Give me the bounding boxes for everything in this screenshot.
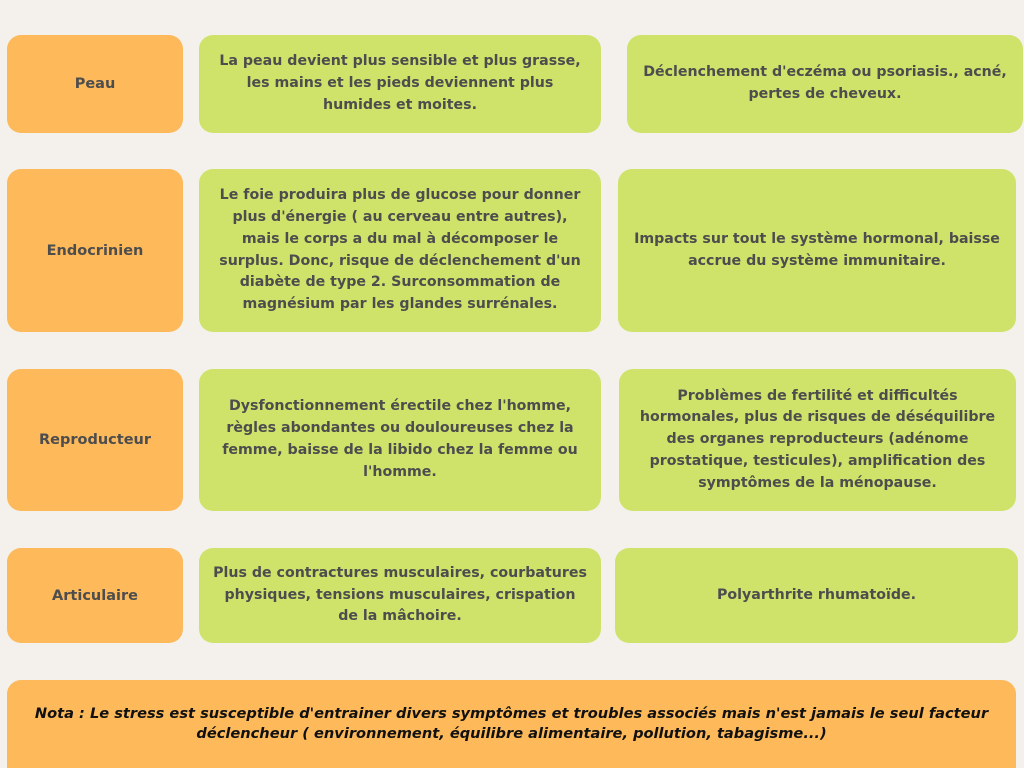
consequences-articulaire	[615, 548, 1018, 643]
category-label: Endocrinien	[46, 242, 144, 259]
effects-peau	[199, 35, 601, 133]
consequences-text: Polyarthrite rhumatoïde.	[716, 586, 917, 603]
category-reproducteur	[7, 369, 183, 511]
effects-reproducteur	[199, 369, 601, 511]
note-text: Le stress est susceptible d'entrainer divers symptômes et troubles associés mais n'est jamais le seul facteur déclencheur ( environnement, équilibre alimentaire, pollution, tabagisme...)	[89, 705, 989, 742]
note-box	[7, 680, 1016, 768]
effects-text: La peau devient plus sensible et plus grasse, les mains et les pieds deviennent plus humides et moites.	[219, 53, 581, 113]
consequences-reproducteur	[619, 369, 1016, 511]
consequences-endocrinien	[618, 169, 1016, 332]
category-peau	[7, 35, 183, 133]
note-content: Nota : Le stress est susceptible d'entrainer divers symptômes et troubles associés mais n'est jamais le seul facteur déclencheur ( environnement, équilibre alimentaire, pollution, tabagisme...)	[34, 705, 989, 742]
effects-text: Dysfonctionnement érectile chez l'homme, règles abondantes ou douloureuses chez la femme, baisse de la libido chez la femme ou l'homme.	[222, 398, 578, 480]
consequences-peau	[627, 35, 1023, 133]
category-articulaire	[7, 548, 183, 643]
category-label: Articulaire	[52, 587, 138, 604]
category-label: Reproducteur	[38, 432, 152, 448]
category-label: Peau	[74, 76, 116, 92]
effects-endocrinien	[199, 169, 601, 332]
consequences-text: Déclenchement d'eczéma ou psoriasis., acné, pertes de cheveux.	[643, 64, 1007, 102]
consequences-text: Impacts sur tout le système hormonal, baisse accrue du système immunitaire.	[634, 230, 1000, 269]
effects-articulaire	[199, 548, 601, 643]
category-endocrinien	[7, 169, 183, 332]
effects-text: Plus de contractures musculaires, courbatures physiques, tensions musculaires, crispation de la mâchoire.	[213, 564, 587, 625]
effects-text: Le foie produira plus de glucose pour donner plus d'énergie ( au cerveau entre autres), mais le corps a du mal à décomposer le surplus. Donc, risque de déclenchement d'un diabète de type 2. Surconsommation de magnésium par les glandes surrénales.	[219, 187, 581, 313]
consequences-text: Problèmes de fertilité et difficultés hormonales, plus de risques de déséquilibre des organes reproducteurs (adénome prostatique, testicules), amplification des symptômes de la ménopause.	[639, 387, 996, 491]
note-label: Nota	[34, 705, 74, 722]
